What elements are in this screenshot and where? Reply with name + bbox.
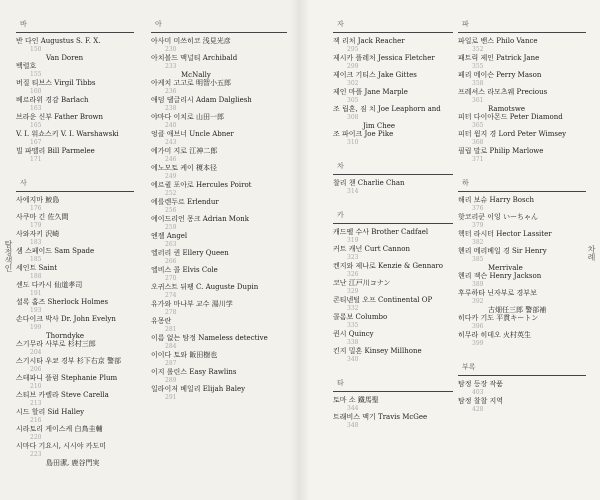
detective-name: 에를렌두르 Erlendur [151, 198, 219, 206]
page-number: 249 [165, 173, 177, 180]
index-entry [458, 54, 586, 71]
detective-name: 파일로 밴스 Philo Vance [458, 37, 538, 45]
detective-name: 오귀스트 뒤팽 C. Auguste Dupin [151, 283, 259, 291]
index-column [151, 19, 287, 416]
page-number: 266 [165, 258, 177, 265]
index-entry [16, 147, 134, 164]
page-number: 199 [30, 324, 42, 331]
index-entry [458, 397, 586, 414]
detective-name: 이름 없는 탐정 Nameless detective [151, 334, 268, 342]
index-entry [333, 71, 453, 88]
index-column [16, 19, 134, 481]
section-heading: 부록 [458, 362, 586, 376]
index-entry [16, 408, 134, 425]
detective-name: 일라이저 베일리 Elijah Baley [151, 385, 246, 393]
page-number: 291 [165, 394, 177, 401]
index-entry [16, 340, 134, 357]
page-number: 305 [347, 97, 359, 104]
section-heading: 카 [333, 210, 453, 224]
detective-name: 히무라 히데오 火村英生 [458, 331, 532, 339]
page-number: 352 [472, 46, 484, 53]
index-section [333, 161, 453, 196]
detective-name: 반 다인 Augustus S. F. X. [16, 37, 101, 45]
page-number: 171 [30, 156, 42, 163]
detective-name: 킨지 밀혼 Kinsey Millhone [333, 347, 422, 355]
index-entry [151, 113, 287, 130]
section-heading: 타 [333, 378, 453, 392]
index-entry [151, 164, 287, 181]
page-number: 206 [30, 366, 42, 373]
detective-name: 탐정 찰찰 지역 [458, 397, 504, 405]
index-section [151, 19, 287, 402]
detective-name: 빌 파멜리 Bill Parmelee [16, 147, 95, 155]
detective-name: 샘 스페이드 Sam Spade [16, 247, 95, 255]
index-entry [458, 196, 586, 213]
page-number: 179 [30, 222, 42, 229]
detective-name: 캐드펠 수사 Brother Cadfael [333, 228, 429, 236]
right-page [300, 0, 600, 500]
detective-name: 피터 윔지 경 Lord Peter Wimsey [458, 130, 567, 138]
page-number: 344 [347, 405, 359, 412]
detective-name-continued: Van Doren [46, 54, 84, 62]
index-entry [16, 196, 134, 213]
detective-name: 조 립혼, 짐 치 Joe Leaphorn and [333, 105, 441, 113]
index-section [16, 19, 134, 164]
index-section [333, 19, 453, 147]
detective-name: 프레셔스 라모츠웨 Precious [458, 88, 548, 96]
detective-name: 버질 티브스 Virgil Tibbs [16, 79, 96, 87]
index-entry [16, 281, 134, 298]
page-number: 160 [30, 88, 42, 95]
index-entry [333, 347, 453, 364]
index-entry [458, 213, 586, 230]
index-entry [16, 315, 134, 340]
detective-name: 유몽란 [151, 317, 172, 325]
detective-name: 스테파니 플럼 Stephanie Plum [16, 374, 118, 382]
index-entry [151, 181, 287, 198]
index-entry [333, 179, 453, 196]
page-number: 256 [165, 207, 177, 214]
detective-name: 엉클 애브너 Uncle Abner [151, 130, 234, 138]
detective-name: 잭 리처 Jack Reacher [333, 37, 405, 45]
index-entry [16, 130, 134, 147]
index-column [458, 19, 586, 428]
index-entry [458, 289, 586, 314]
detective-name: 야마다 이치로 山田一郎 [151, 113, 225, 121]
detective-name: 스기무라 사부로 杉村三郎 [16, 340, 96, 348]
detective-name: 시라토리 게이스케 白鳥圭輔 [16, 425, 103, 433]
index-entry [16, 62, 134, 79]
detective-name: 해리 보슈 Harry Bosch [458, 196, 535, 204]
index-entry [333, 245, 453, 262]
page-number: 274 [165, 292, 177, 299]
detective-name: 손다이크 박사 Dr. John Evelyn [16, 315, 116, 323]
page-number: 233 [165, 63, 177, 70]
index-entry [333, 413, 453, 430]
index-entry [16, 298, 134, 315]
detective-name: 엔젤 Angel [151, 232, 188, 240]
detective-name: 제이크 기티스 Jake Gittes [333, 71, 417, 79]
detective-name: 엘러리 퀸 Ellery Queen [151, 249, 229, 257]
detective-name: 피터 다이아몬드 Peter Diamond [458, 113, 563, 121]
index-entry [333, 296, 453, 313]
page-number: 216 [30, 417, 42, 424]
page-number: 183 [30, 239, 42, 246]
page-number: 340 [347, 356, 359, 363]
page-number: 193 [30, 307, 42, 314]
index-entry [16, 442, 134, 467]
detective-name: 유가와 마나부 교수 湯川学 [151, 300, 233, 308]
side-title: 탐정색인 [4, 240, 13, 272]
index-entry [333, 105, 453, 130]
page-number: 379 [472, 222, 484, 229]
index-entry [458, 88, 586, 113]
section-heading: 차 [333, 161, 453, 175]
page-number: 295 [347, 46, 359, 53]
index-entry [151, 232, 287, 249]
detective-name: 스티브 카렐라 Steve Carella [16, 391, 109, 399]
detective-name: 필립 말로 Philip Marlowe [458, 147, 544, 155]
page-number: 403 [472, 389, 484, 396]
index-entry [151, 300, 287, 317]
index-entry [151, 385, 287, 402]
index-entry [151, 198, 287, 215]
index-entry [151, 54, 287, 79]
detective-name: 켄지와 제나로 Kenzie & Gennaro [333, 262, 443, 270]
detective-name: 이이다 토와 飯田樹也 [151, 351, 218, 359]
index-column [333, 19, 453, 444]
index-entry [151, 37, 287, 54]
index-entry [151, 130, 287, 147]
page-number: 165 [30, 122, 42, 129]
index-entry [333, 396, 453, 413]
page-number: 163 [30, 105, 42, 112]
page-number: 355 [472, 63, 484, 70]
detective-name: 백렬호 [16, 62, 37, 70]
detective-name: 아케치 고고로 明智小五郎 [151, 79, 232, 87]
page-number: 220 [30, 434, 42, 441]
detective-name: 에이드리언 몽크 Adrian Monk [151, 215, 249, 223]
detective-name: 퀸시 Quincy [333, 330, 374, 338]
book-gutter [290, 0, 310, 500]
page-number: 399 [472, 340, 484, 347]
page-number: 389 [472, 281, 484, 288]
page-number: 204 [30, 349, 42, 356]
index-entry [151, 147, 287, 164]
detective-name: 사에지마 鮫島 [16, 196, 60, 204]
detective-name: 제시카 플레처 Jessica Fletcher [333, 54, 435, 62]
index-entry [151, 249, 287, 266]
index-entry [458, 331, 586, 348]
page-number: 246 [165, 156, 177, 163]
index-entry [333, 313, 453, 330]
page-number: 365 [472, 122, 484, 129]
page-number: 213 [30, 400, 42, 407]
index-entry [458, 380, 586, 397]
page-number: 270 [165, 275, 177, 282]
index-entry [333, 262, 453, 279]
page-number: 358 [472, 80, 484, 87]
index-entry [16, 37, 134, 62]
section-heading: 하 [458, 178, 586, 192]
index-entry [151, 215, 287, 232]
page-number: 243 [165, 139, 177, 146]
index-section [458, 362, 586, 414]
page-number: 361 [472, 97, 484, 104]
detective-name: 코난 江戸川コナン [333, 279, 391, 287]
page-number: 319 [347, 237, 359, 244]
index-entry [151, 96, 287, 113]
detective-name: 애덤 댈글리시 Adam Dalgliesh [151, 96, 252, 104]
index-entry [333, 37, 453, 54]
page-number: 310 [347, 139, 359, 146]
detective-name: 시드 할리 Sid Halley [16, 408, 85, 416]
detective-name-continued: McNally [181, 71, 211, 79]
index-section [16, 178, 134, 467]
detective-name: 에노모토 케이 榎本径 [151, 164, 218, 172]
detective-name-continued: Ramotswe [488, 105, 525, 113]
index-entry [458, 130, 586, 147]
page-number: 335 [347, 322, 359, 329]
detective-name: 트래비스 맥기 Travis McGee [333, 413, 428, 421]
index-entry [16, 391, 134, 408]
index-entry [16, 213, 134, 230]
detective-name: 아치볼드 맥널티 Archibald [151, 54, 238, 62]
page-number: 259 [165, 224, 177, 231]
page-number: 230 [165, 46, 177, 53]
index-entry [151, 79, 287, 96]
section-heading: 바 [16, 19, 134, 33]
page-number: 284 [165, 343, 177, 350]
index-entry [151, 368, 287, 385]
index-entry [458, 247, 586, 272]
page-number: 385 [472, 256, 484, 263]
index-section [333, 378, 453, 430]
page-number: 382 [472, 239, 484, 246]
index-section [458, 178, 586, 348]
page-number: 185 [30, 256, 42, 263]
page-number: 368 [472, 139, 484, 146]
page-number: 210 [30, 383, 42, 390]
index-entry [458, 314, 586, 331]
detective-name: V. I. 워쇼스키 V. I. Warshawski [16, 130, 119, 138]
page-number: 150 [30, 46, 42, 53]
index-section [458, 19, 586, 164]
page-number: 396 [472, 323, 484, 330]
index-entry [458, 272, 586, 289]
detective-name: 토마 소 鐵馬聖 [333, 396, 379, 404]
page-number: 188 [30, 273, 42, 280]
side-title: 차례 [587, 245, 596, 261]
section-heading: 파 [458, 19, 586, 33]
detective-name-continued: Jim Chee [363, 122, 396, 130]
page-number: 223 [30, 451, 42, 458]
page-number: 191 [30, 290, 42, 297]
page-number: 332 [347, 305, 359, 312]
detective-name: 커트 캐넌 Curt Cannon [333, 245, 411, 253]
detective-name: 엘비스 콜 Elvis Cole [151, 266, 218, 274]
detective-name: 에르퀼 포아로 Hercules Poirot [151, 181, 252, 189]
page-number: 176 [30, 205, 42, 212]
page-number: 326 [347, 271, 359, 278]
detective-name: 브라운 신부 Father Brown [16, 113, 104, 121]
detective-name: 페리 메이슨 Perry Mason [458, 71, 542, 79]
detective-name: 찰리 챈 Charlie Chan [333, 179, 405, 187]
page-number: 281 [165, 326, 177, 333]
detective-name: 스기시타 우쿄 경부 杉下右京 警部 [16, 357, 121, 365]
page-number: 299 [347, 63, 359, 70]
page-number: 392 [472, 298, 484, 305]
index-entry [458, 37, 586, 54]
detective-name: 콜롬보 Columbo [333, 313, 388, 321]
detective-name: 사와자키 沢崎 [16, 230, 60, 238]
index-entry [16, 247, 134, 264]
page-number: 302 [347, 80, 359, 87]
section-heading: 사 [16, 178, 134, 192]
page-number: 323 [347, 254, 359, 261]
page-number: 263 [165, 241, 177, 248]
detective-name: 헥터 라시터 Hector Lassiter [458, 230, 552, 238]
detective-name: 핫코리쿤 이잉 いーちゃん [458, 213, 539, 221]
detective-name: 콘티넨털 오프 Continental OP [333, 296, 433, 304]
detective-name: 헨리 메리베일 경 Sir Henry [458, 247, 547, 255]
index-entry [16, 425, 134, 442]
detective-name: 제인 마플 Jane Marple [333, 88, 408, 96]
detective-name: 패트릭 제인 Patrick Jane [458, 54, 540, 62]
page-number: 338 [347, 339, 359, 346]
detective-name: 시마다 기요시, 시시야 카도미 [16, 442, 107, 450]
page-number: 376 [472, 205, 484, 212]
detective-name-continued: Merrivale [488, 264, 523, 272]
detective-name: 히다카 기도 平貫キートン [458, 314, 539, 322]
index-entry [16, 374, 134, 391]
detective-name: 후루하타 닌자부로 경부보 [458, 289, 537, 297]
index-entry [151, 283, 287, 300]
detective-name: 사쿠마 긴 佐久間 [16, 213, 69, 221]
page-number: 287 [165, 360, 177, 367]
section-heading: 아 [151, 19, 287, 33]
page-number: 289 [165, 377, 177, 384]
index-entry [151, 351, 287, 368]
detective-name-continued: 島田潔, 鹿谷門実 [46, 459, 100, 467]
page-number: 329 [347, 288, 359, 295]
detective-name: 세인트 Saint [16, 264, 58, 272]
index-entry [333, 54, 453, 71]
index-entry [333, 279, 453, 296]
index-entry [458, 147, 586, 164]
page-number: 252 [165, 190, 177, 197]
index-entry [458, 230, 586, 247]
index-entry [151, 266, 287, 283]
detective-name: 이지 롤린스 Easy Rawlins [151, 368, 237, 376]
index-entry [151, 334, 287, 351]
index-entry [458, 71, 586, 88]
detective-name: 헨리 잭슨 Henry Jackson [458, 272, 542, 280]
page-number: 167 [30, 139, 42, 146]
page-number: 155 [30, 71, 42, 78]
index-section [333, 210, 453, 364]
page-number: 238 [165, 105, 177, 112]
detective-name: 탐정 등장 작품 [458, 380, 504, 388]
index-entry [458, 113, 586, 130]
index-entry [16, 264, 134, 281]
index-entry [16, 96, 134, 113]
index-entry [151, 317, 287, 334]
page-number: 428 [472, 406, 484, 413]
index-entry [16, 357, 134, 374]
index-entry [333, 130, 453, 147]
detective-name: 베르라위 경감 Barlach [16, 96, 89, 104]
detective-name: 아사미 미쓰히코 浅見光彦 [151, 37, 231, 45]
page-number: 236 [165, 88, 177, 95]
detective-name: 셜록 홈즈 Sherlock Holmes [16, 298, 109, 306]
page-number: 278 [165, 309, 177, 316]
detective-name: 조 파이크 Joe Pike [333, 130, 394, 138]
index-entry [333, 88, 453, 105]
page-number: 348 [347, 422, 359, 429]
index-entry [333, 228, 453, 245]
index-entry [16, 79, 134, 96]
page-number: 240 [165, 122, 177, 129]
page-number: 308 [347, 114, 359, 121]
index-entry [333, 330, 453, 347]
detective-name: 에가미 지로 江神二郎 [151, 147, 218, 155]
detective-name-continued: 古畑任三郎 警部補 [488, 306, 547, 314]
page-number: 371 [472, 156, 484, 163]
section-heading: 자 [333, 19, 453, 33]
detective-name-continued: Thorndyke [46, 332, 85, 340]
index-entry [16, 113, 134, 130]
detective-name: 센도 다카시 仙道孝司 [16, 281, 83, 289]
index-entry [16, 230, 134, 247]
page-number: 314 [347, 188, 359, 195]
